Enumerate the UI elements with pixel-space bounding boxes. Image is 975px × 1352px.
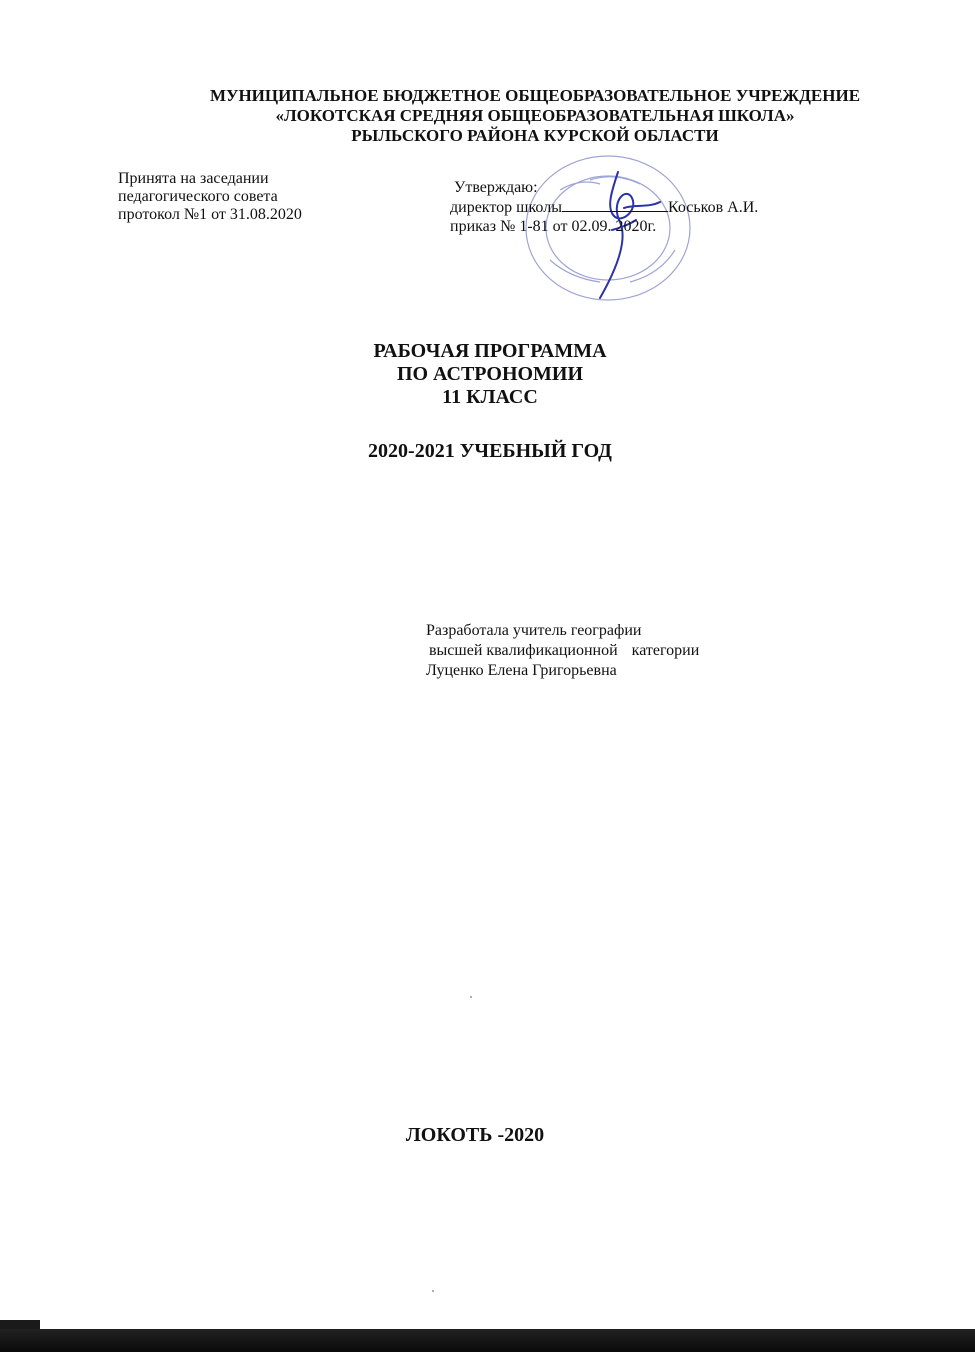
adoption-line-1: Принята на заседании [118,170,269,187]
director-label: директор школы [450,199,562,216]
director-name: Коськов А.И. [667,199,759,216]
header-line-1: МУНИЦИПАЛЬНОЕ БЮДЖЕТНОЕ ОБЩЕОБРАЗОВАТЕЛЬНОЕ УЧРЕЖДЕНИЕ [209,86,861,105]
scan-speck [432,1290,434,1292]
scan-speck [470,996,472,998]
academic-year: 2020-2021 УЧЕБНЫЙ ГОД [368,440,612,462]
school-header [120,86,950,146]
adoption-note [118,170,302,224]
approval-line-1: Утверждаю: [454,179,538,196]
city-year: ЛОКОТЬ -2020 [405,1124,545,1146]
approval-block [450,178,758,236]
scan-bottom-edge [0,1329,975,1352]
document-title [290,340,690,409]
author-name: Луценко Елена Григорьевна [426,662,617,679]
title-line-2: ПО АСТРОНОМИИ [396,363,584,385]
header-line-3: РЫЛЬСКОГО РАЙОНА КУРСКОЙ ОБЛАСТИ [351,126,719,145]
author-line-2 [426,641,699,661]
author-category: категории [631,642,700,659]
author-qualification: высшей квалификационной [429,642,618,659]
title-line-1: РАБОЧАЯ ПРОГРАММА [373,340,607,362]
author-info [426,621,699,681]
author-line-1: Разработала учитель географии [426,622,642,639]
adoption-line-2: педагогического совета [118,188,278,205]
signature-line [562,197,668,212]
adoption-line-3: протокол №1 от 31.08.2020 [118,206,302,223]
title-line-3: 11 КЛАСС [442,386,538,408]
header-line-2: «ЛОКОТСКАЯ СРЕДНЯЯ ОБЩЕОБРАЗОВАТЕЛЬНАЯ ШКОЛА» [275,106,795,125]
approval-line-3: приказ № 1-81 от 02.09. 2020г. [450,218,657,235]
approval-line-2 [450,197,758,217]
